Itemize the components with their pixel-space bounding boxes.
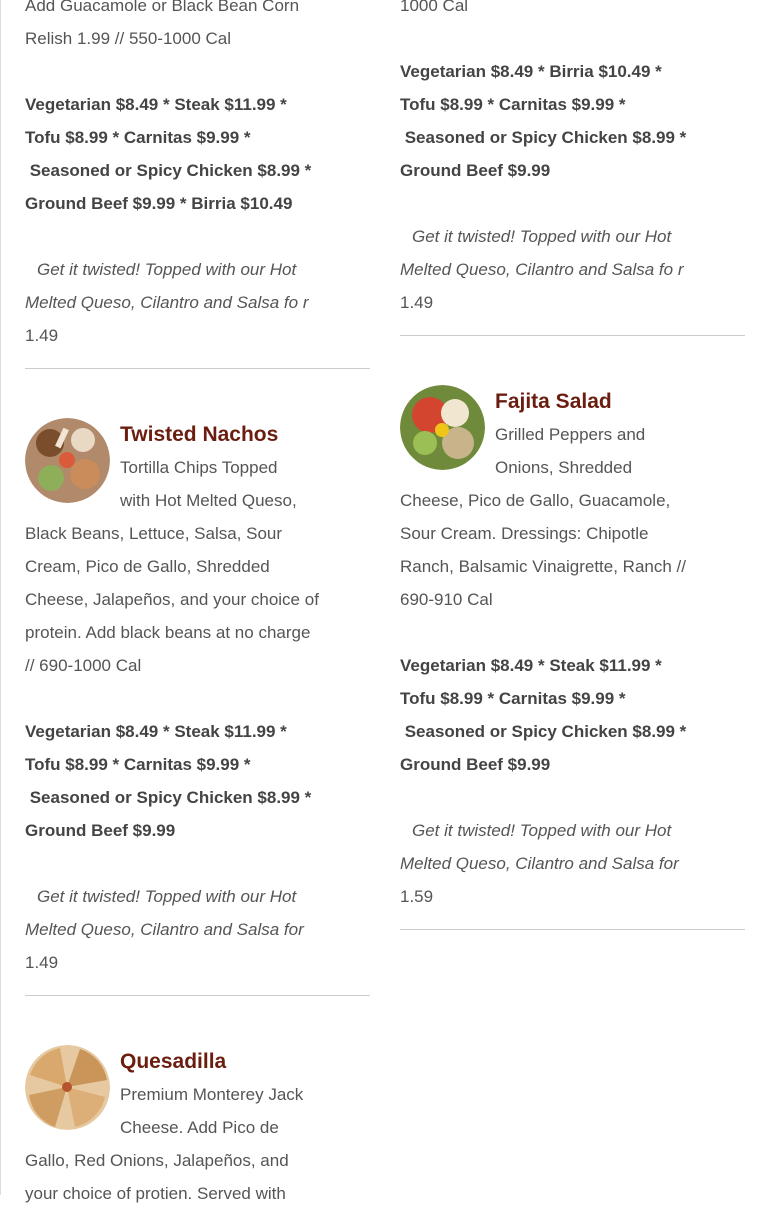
price-line: Seasoned or Spicy Chicken $8.99 * [400,128,687,147]
previous-item-prices [25,88,370,220]
description-line: // 690-1000 Cal [25,656,142,675]
item-title: Twisted Nachos [120,423,279,446]
description-line: Cheese, Jalapeños, and your choice of [25,590,319,609]
price-line: Vegetarian $8.49 * Birria $10.49 * [400,62,662,81]
previous-item-twist [400,220,745,319]
item-divider [400,929,745,930]
description-line: Cheese, Pico de Gallo, Guacamole, [400,491,671,510]
description-line: Premium Monterey Jack [120,1085,304,1104]
description-line: your choice of protien. Served with [25,1184,286,1203]
price-line: Tofu $8.99 * Carnitas $9.99 * [25,128,251,147]
description-line: 690-910 Cal [400,590,493,609]
previous-item-description [25,0,370,55]
twist-line [25,253,370,286]
description-line: Cream, Pico de Gallo, Shredded [25,557,270,576]
previous-item-description [400,0,745,22]
twist-price: 1.49 [25,326,59,345]
menu-column-left [25,0,370,1210]
description-line: Gallo, Red Onions, Jalapeños, and [25,1151,289,1170]
previous-item-prices [400,55,745,187]
description-line: Ranch, Balsamic Vinaigrette, Ranch // [400,557,686,576]
price-line: Vegetarian $8.49 * Steak $11.99 * [25,722,287,741]
twist-text: Get it twisted! Topped with our Hot [37,260,297,279]
description-line: Tortilla Chips Topped [120,458,278,477]
previous-item-twist [25,253,370,352]
menu-item-quesadilla[interactable] [25,1045,370,1210]
menu-column-right [400,0,745,930]
price-line: Vegetarian $8.49 * Steak $11.99 * [25,95,287,114]
description-line: with Hot Melted Queso, [120,491,297,510]
price-line: Ground Beef $9.99 * Birria $10.49 [25,194,293,213]
description-line: Add Guacamole or Black Bean Corn [25,0,300,15]
twist-line: Melted Queso, Cilantro and Salsa fo r [25,293,309,312]
description-line: protein. Add black beans at no charge [25,623,311,642]
twist-price: 1.59 [400,887,434,906]
twist-text: Get it twisted! Topped with our Hot [412,227,672,246]
twist-line [25,880,370,913]
twist-line: Melted Queso, Cilantro and Salsa fo r [400,260,684,279]
menu-item-twisted-nachos[interactable] [25,418,370,979]
description-line: Black Beans, Lettuce, Salsa, Sour [25,524,283,543]
twist-price: 1.49 [400,293,434,312]
price-line: Seasoned or Spicy Chicken $8.99 * [25,161,312,180]
twist-line [400,814,745,847]
description-line: Relish 1.99 // 550-1000 Cal [25,29,232,48]
description-line: 1000 Cal [400,0,469,15]
page-left-border [0,0,1,1195]
twist-line: Melted Queso, Cilantro and Salsa for [400,854,679,873]
price-line: Seasoned or Spicy Chicken $8.99 * [400,722,687,741]
description-line: Onions, Shredded [495,458,633,477]
price-line: Tofu $8.99 * Carnitas $9.99 * [25,755,251,774]
price-line: Ground Beef $9.99 [25,821,176,840]
twist-price: 1.49 [25,953,59,972]
twist-line: Melted Queso, Cilantro and Salsa for [25,920,304,939]
price-line: Tofu $8.99 * Carnitas $9.99 * [400,689,626,708]
price-line: Ground Beef $9.99 [400,755,551,774]
description-line: Grilled Peppers and [495,425,646,444]
twist-text: Get it twisted! Topped with our Hot [412,821,672,840]
nachos-photo-icon [25,418,110,503]
twist-text: Get it twisted! Topped with our Hot [37,887,297,906]
description-line: Sour Cream. Dressings: Chipotle [400,524,649,543]
price-line: Seasoned or Spicy Chicken $8.99 * [25,788,312,807]
price-line: Ground Beef $9.99 [400,161,551,180]
fajita-salad-photo-icon [400,385,485,470]
price-line: Tofu $8.99 * Carnitas $9.99 * [400,95,626,114]
item-title: Quesadilla [120,1050,227,1073]
menu-item-fajita-salad[interactable] [400,385,745,913]
item-title: Fajita Salad [495,390,612,413]
description-line: Cheese. Add Pico de [120,1118,279,1137]
twist-line [400,220,745,253]
price-line: Vegetarian $8.49 * Steak $11.99 * [400,656,662,675]
quesadilla-photo-icon [25,1045,110,1130]
